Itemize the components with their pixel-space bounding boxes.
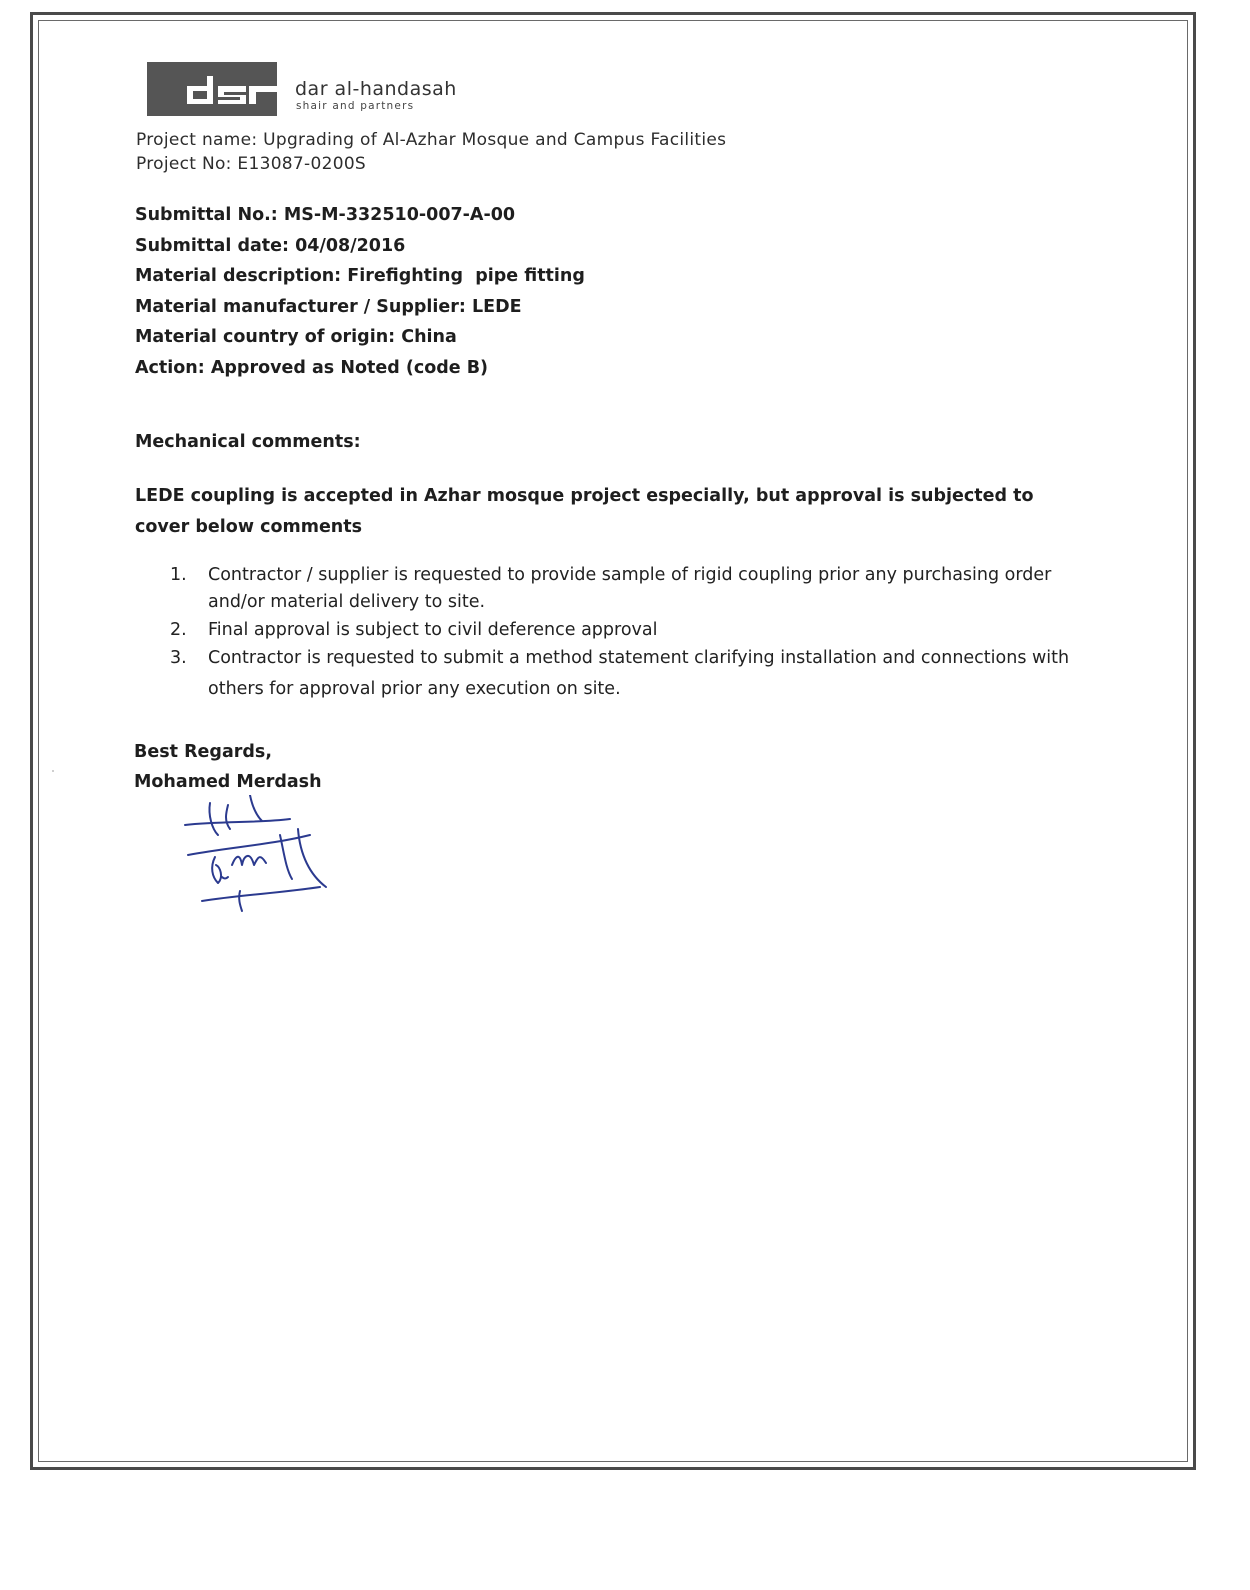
project-name: Project name: Upgrading of Al-Azhar Mosque and Campus Facilities: [136, 130, 727, 150]
submittal-details: [135, 200, 585, 384]
comments-intro: LEDE coupling is accepted in Azhar mosque project especially, but approval is subjected to cover below comments: [135, 486, 1034, 537]
project-info: [136, 128, 726, 176]
submittal-date: Submittal date: 04/08/2016: [135, 235, 406, 256]
list-item-number: 1.: [170, 565, 187, 585]
submittal-action: Action: Approved as Noted (code B): [135, 357, 489, 378]
comments-title: Mechanical comments:: [135, 432, 361, 452]
material-origin: Material country of origin: China: [135, 327, 457, 348]
signatory-name: Mohamed Merdash: [134, 772, 322, 792]
logo-box: [147, 62, 277, 116]
closing-regards: Best Regards,: [134, 742, 272, 762]
list-item: [170, 562, 1110, 616]
material-manufacturer: Material manufacturer / Supplier: LEDE: [135, 296, 522, 317]
comments-list: [170, 562, 1110, 705]
logo-company-subtitle: shair and partners: [296, 100, 415, 112]
list-item: [170, 643, 1110, 705]
dar-logo-mark-icon: [187, 76, 277, 106]
list-item-text: Contractor / supplier is requested to provide sample of rigid coupling prior any purchasing order and/or material delivery to site.: [208, 565, 1052, 612]
list-item: [170, 617, 1110, 644]
closing-block: [134, 737, 322, 797]
scan-speck: [52, 770, 54, 772]
list-item-number: 2.: [170, 620, 187, 640]
submittal-number: Submittal No.: MS-M-332510-007-A-00: [135, 205, 516, 225]
logo-company-name: dar al-handasah: [295, 78, 457, 100]
list-item-number: 3.: [170, 648, 187, 668]
handwritten-signature: [180, 795, 340, 915]
material-description: Material description: Firefighting pipe fitting: [135, 266, 585, 287]
list-item-text: Contractor is requested to submit a method statement clarifying installation and connections with others for approval prior any execution on site.: [208, 648, 1070, 699]
project-number: Project No: E13087-0200S: [136, 154, 367, 174]
list-item-text: Final approval is subject to civil deference approval: [208, 620, 658, 640]
